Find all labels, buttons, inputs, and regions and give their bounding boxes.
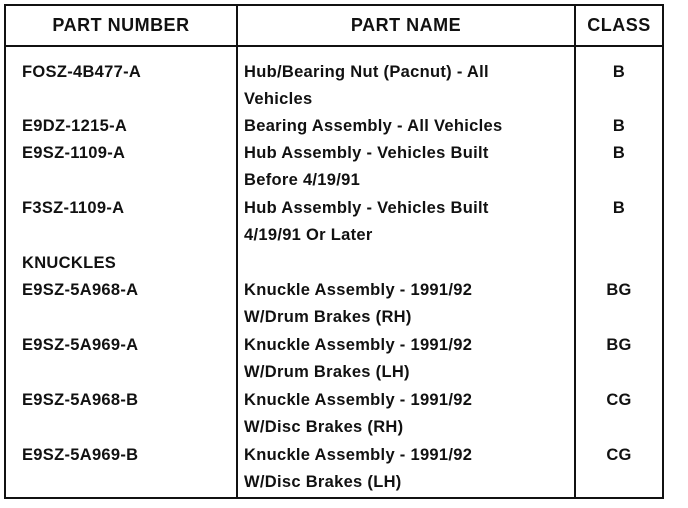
part-number-cell: E9SZ-5A968-A xyxy=(22,281,139,299)
class-cell: CG xyxy=(606,446,632,464)
class-cell: BG xyxy=(606,336,632,354)
header-part-number: PART NUMBER xyxy=(52,15,190,35)
class-cell: BG xyxy=(606,281,632,299)
part-name-line: W/Drum Brakes (LH) xyxy=(244,363,410,381)
part-name-line: Knuckle Assembly - 1991/92 xyxy=(244,446,473,464)
part-name-cell xyxy=(244,195,574,249)
part-name-cell xyxy=(244,113,574,140)
part-name-cell xyxy=(244,59,574,113)
header-part-name: PART NAME xyxy=(350,15,462,35)
class-cell: CG xyxy=(606,391,632,409)
part-name-cell xyxy=(244,332,574,386)
part-name-line: Vehicles xyxy=(244,90,313,108)
part-name-cell xyxy=(244,442,574,496)
part-number-cell: FOSZ-4B477-A xyxy=(22,63,142,81)
part-name-line: Knuckle Assembly - 1991/92 xyxy=(244,336,473,354)
part-name-line: W/Disc Brakes (LH) xyxy=(244,473,402,491)
class-cell: B xyxy=(612,144,626,162)
part-name-line: Bearing Assembly - All Vehicles xyxy=(244,117,503,135)
class-cell: B xyxy=(612,117,626,135)
class-cell: B xyxy=(612,63,626,81)
parts-table xyxy=(4,4,664,499)
part-number-cell: F3SZ-1109-A xyxy=(22,199,125,217)
part-name-line: W/Drum Brakes (RH) xyxy=(244,308,412,326)
part-name-line: Hub Assembly - Vehicles Built xyxy=(244,144,489,162)
part-name-line: Before 4/19/91 xyxy=(244,171,361,189)
part-name-line: Knuckle Assembly - 1991/92 xyxy=(244,391,473,409)
part-name-line: Hub Assembly - Vehicles Built xyxy=(244,199,489,217)
part-name-line: Hub/Bearing Nut (Pacnut) - All xyxy=(244,63,489,81)
header-class: CLASS xyxy=(587,15,651,35)
section-label: KNUCKLES xyxy=(22,254,117,272)
part-name-cell xyxy=(244,387,574,441)
part-name-line: 4/19/91 Or Later xyxy=(244,226,373,244)
part-name-cell xyxy=(244,277,574,331)
part-name-line: Knuckle Assembly - 1991/92 xyxy=(244,281,473,299)
column-divider-1 xyxy=(236,6,238,497)
part-number-cell: E9SZ-5A969-A xyxy=(22,336,139,354)
part-number-cell: E9SZ-1109-A xyxy=(22,144,126,162)
part-name-line: W/Disc Brakes (RH) xyxy=(244,418,404,436)
part-number-cell: E9SZ-5A969-B xyxy=(22,446,139,464)
part-name-cell xyxy=(244,140,574,194)
class-cell: B xyxy=(612,199,626,217)
part-number-cell: E9SZ-5A968-B xyxy=(22,391,139,409)
table-header xyxy=(6,6,662,47)
column-divider-2 xyxy=(574,6,576,497)
part-number-cell: E9DZ-1215-A xyxy=(22,117,128,135)
